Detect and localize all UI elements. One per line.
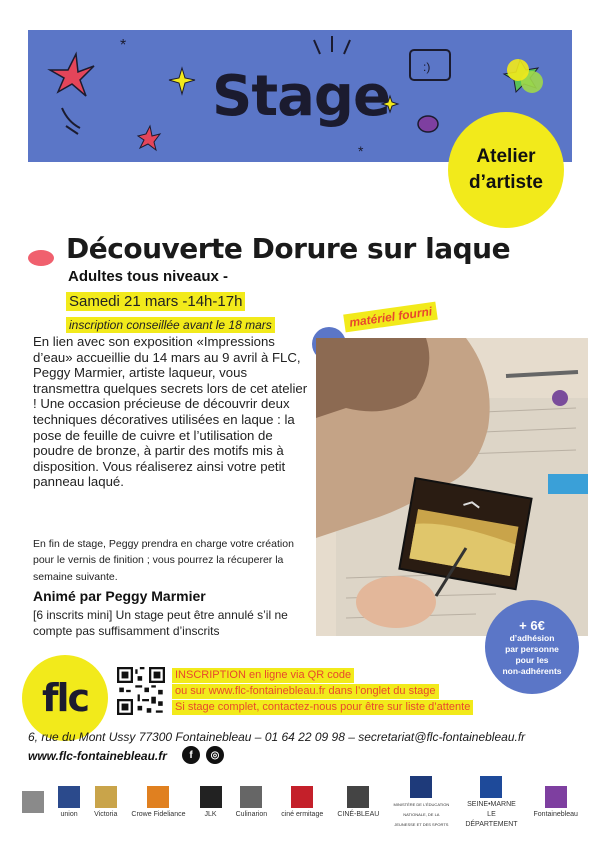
- partner-logo-mark: [58, 786, 80, 808]
- partner-name: Culinarion: [235, 811, 268, 818]
- svg-text:*: *: [358, 143, 364, 159]
- registration-line3: Si stage complet, contactez-nous pour être sur liste d’attente: [172, 700, 473, 715]
- partner-logo-mark: [147, 786, 169, 808]
- atelier-badge: [448, 112, 564, 228]
- qr-code-icon[interactable]: [117, 667, 165, 715]
- partner-name: SEINE•MARNE LE DÉPARTEMENT: [465, 801, 518, 828]
- partner-name: Crowe Fideliance: [131, 811, 186, 818]
- cancel-note: [6 inscrits mini] Un stage peut être annulé s’il ne compte pas suffisamment d’inscrits: [33, 608, 288, 638]
- partner-logo-mark: [95, 786, 117, 808]
- instagram-icon[interactable]: ◎: [206, 746, 224, 764]
- adhesion-line4: non-adhérents: [502, 665, 562, 676]
- animator: Animé par Peggy Marmier: [33, 588, 206, 604]
- partner-name: MINISTÈRE DE L’ÉDUCATION NATIONALE, DE LA JEUNESSE ET DES SPORTS: [393, 802, 450, 827]
- adhesion-line3: pour les: [515, 654, 549, 665]
- partner-name: CINÉ-BLEAU: [337, 811, 380, 818]
- footer-website-link[interactable]: www.flc-fontainebleau.fr: [28, 749, 167, 763]
- seine-marne-logo-icon: [463, 776, 519, 830]
- partner-logo-mark: [291, 786, 313, 808]
- partner-logo-mark: [347, 786, 369, 808]
- registration-line2[interactable]: ou sur www.flc-fontainebleau.fr dans l’onglet du stage: [172, 684, 439, 699]
- event-date: Samedi 21 mars -14h-17h: [66, 292, 245, 311]
- flc-logo: [22, 655, 108, 741]
- title-bullet-icon: [28, 250, 54, 266]
- registration-line1: INSCRIPTION en ligne via QR code: [172, 668, 354, 683]
- partner-name: Fontainebleau: [533, 811, 578, 818]
- stage-title: Stage: [212, 64, 390, 129]
- star-icon: [50, 54, 94, 96]
- adhesion-amount: + 6€: [519, 617, 545, 633]
- purple-blob-icon: [418, 116, 438, 132]
- facebook-icon[interactable]: f: [182, 746, 200, 764]
- partner-logo-mark: [240, 786, 262, 808]
- svg-text::): :): [423, 60, 431, 74]
- event-title: Découverte Dorure sur laque: [66, 232, 511, 265]
- partner-name: union: [60, 811, 78, 818]
- event-description: En lien avec son exposition «Impressions d’eau» accueillie du 14 mars au 9 avril à FLC, Peggy Marmier, artiste laqueur, vous transmettra quelques secrets lors de cet atelier ! Une occasion précieuse de découvrir deux techniques décoratives utilisées en laque : la pose de feuille de cuivre et l’utilisation de poudre de bronze, à partir des motifs mis à disposition. Vous réaliserez ainsi votre petit panneau laqué.: [33, 334, 308, 490]
- cine-ermitage-logo-icon: [281, 786, 323, 820]
- partner-logo-mark: [410, 776, 432, 798]
- adhesion-line1: d’adhésion: [509, 632, 555, 643]
- star-small-icon: [138, 126, 160, 150]
- partner-logo-mark: [200, 786, 222, 808]
- flc-logo-text: flc: [41, 676, 89, 720]
- finish-note: En fin de stage, Peggy prendra en charge votre création pour le vernis de finition ; vous pourrez la récuperer la semaine suivante.: [33, 538, 294, 583]
- crowe-logo-icon: [131, 786, 185, 820]
- city-logo-icon: [22, 791, 44, 815]
- partner-logo-mark: [480, 776, 502, 798]
- event-audience: Adultes tous niveaux -: [68, 268, 229, 285]
- union-logo-icon: [58, 786, 80, 820]
- adhesion-line2: par personne: [505, 643, 559, 654]
- adhesion-badge: [485, 600, 579, 694]
- victoria-logo-icon: [94, 786, 117, 820]
- cine-bleau-logo-icon: [337, 786, 379, 820]
- partner-name: JLK: [204, 811, 217, 818]
- sparkle-icon: [169, 68, 195, 94]
- materiel-fourni-tag: matériel fourni: [343, 302, 438, 333]
- jlk-logo-icon: [200, 786, 222, 820]
- atelier-line1: Atelier: [476, 146, 536, 167]
- workshop-photo: [316, 338, 588, 636]
- registration-info: [172, 668, 473, 716]
- partner-logo-mark: [545, 786, 567, 808]
- asterisk-icon: *: [120, 37, 127, 54]
- partner-name: ciné ermitage: [281, 811, 324, 818]
- partner-logo-mark: [22, 791, 44, 813]
- footer-address: 6, rue du Mont Ussy 77300 Fontainebleau – 01 64 22 09 98 – secretariat@flc-fontainebleau.fr: [28, 730, 526, 744]
- partner-name: Victoria: [94, 811, 118, 818]
- culinarion-logo-icon: [236, 786, 268, 820]
- atelier-line2: d’artiste: [469, 172, 543, 193]
- fontainebleau-logo-icon: [534, 786, 578, 820]
- partner-logos: [22, 780, 578, 826]
- inscription-deadline: inscription conseillée avant le 18 mars: [66, 317, 275, 333]
- ministere-logo-icon: [393, 776, 449, 830]
